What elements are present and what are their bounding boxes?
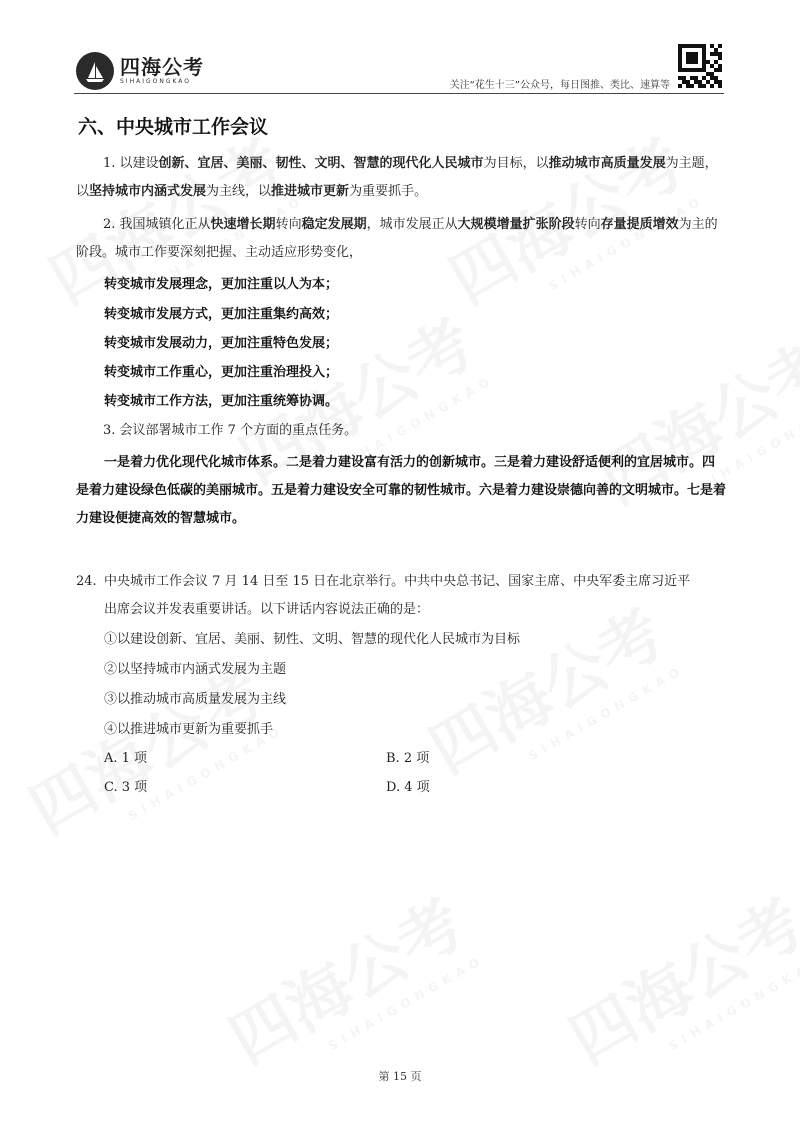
- paragraph-1: 1. 以建设创新、宜居、美丽、韧性、文明、智慧的现代化人民城市为目标，以推动城市高质量发展为主题，以坚持城市内涵式发展为主线，以推进城市更新为重要抓手。: [76, 156, 718, 199]
- page-header: [0, 0, 800, 100]
- option-b: B. 2 项: [386, 751, 430, 766]
- brand-logo: [76, 52, 204, 90]
- transform-item: 转变城市工作方法，更加注重统筹协调。: [104, 394, 339, 409]
- section-title: 六、中央城市工作会议: [78, 116, 269, 138]
- watermark: [411, 583, 687, 804]
- header-tagline: 关注“花生十三”公众号，每日图推、类比、速算等: [449, 80, 670, 91]
- statement-item: ①以建设创新、宜居、美丽、韧性、文明、智慧的现代化人民城市为目标: [104, 632, 521, 647]
- statement-item: ④以推进城市更新为重要抓手: [104, 722, 274, 737]
- option-a: A. 1 项: [104, 751, 148, 766]
- option-d: D. 4 项: [386, 780, 430, 795]
- watermark: [211, 873, 487, 1094]
- transform-item: 转变城市发展理念，更加注重以人为本；: [104, 277, 339, 292]
- header-divider: [74, 93, 724, 94]
- transform-item: 转变城市工作重心，更加注重治理投入；: [104, 365, 339, 380]
- question-stem-line-1: 中央城市工作会议 7 月 14 日至 15 日在北京举行。中共中央总书记、国家主席、中央军委主席习近平: [104, 574, 691, 589]
- logo-subtitle: SIHAIGONGKAO: [120, 78, 192, 85]
- logo-title: 四海公考: [120, 55, 204, 79]
- qr-code-icon: [678, 44, 722, 88]
- transform-item: 转变城市发展方式，更加注重集约高效；: [104, 307, 339, 322]
- question-stem-line-2: 出席会议并发表重要讲话。以下讲话内容说法正确的是：: [104, 602, 430, 617]
- transform-item: 转变城市发展动力，更加注重特色发展；: [104, 336, 339, 351]
- option-c: C. 3 项: [104, 780, 148, 795]
- page-number: 第 15 页: [378, 1070, 422, 1083]
- statement-item: ③以推动城市高质量发展为主线: [104, 692, 287, 707]
- watermark: [551, 873, 800, 1094]
- sailboat-logo-icon: [76, 52, 114, 90]
- question-number: 24.: [76, 574, 97, 589]
- statement-item: ②以坚持城市内涵式发展为主题: [104, 662, 287, 677]
- paragraph-2: 2. 我国城镇化正从快速增长期转向稳定发展期，城市发展正从大规模增量扩张阶段转向存量提质增效为主的阶段。城市工作要深刻把握、主动适应形势变化，: [76, 217, 718, 260]
- key-tasks: 一是着力优化现代化城市体系。二是着力建设富有活力的创新城市。三是着力建设舒适便利的宜居城市。四是着力建设绿色低碳的美丽城市。五是着力建设安全可靠的韧性城市。六是着力建设崇德向善的文明城市。七是着力建设便捷高效的智慧城市。: [76, 455, 727, 526]
- paragraph-3: 3. 会议部署城市工作 7 个方面的重点任务。: [103, 423, 358, 438]
